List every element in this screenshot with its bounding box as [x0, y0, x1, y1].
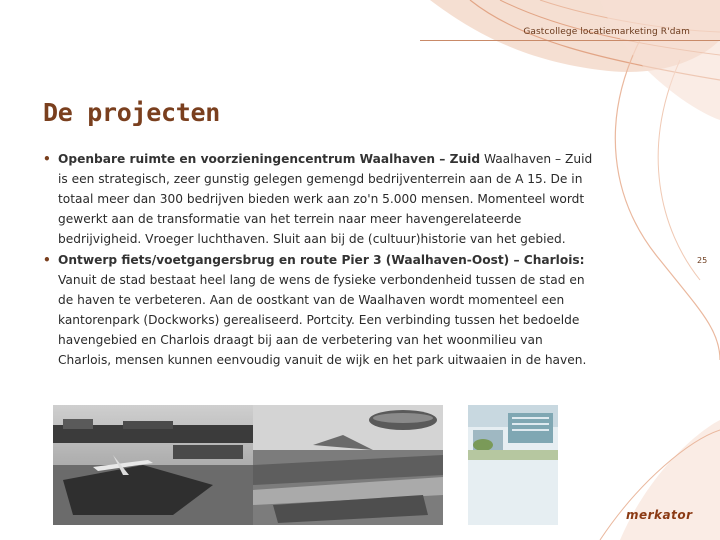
zeppelin-harbor-photo: [253, 405, 443, 525]
header-divider: [420, 40, 720, 41]
office-park-rendering: [468, 405, 558, 525]
bullet-list: [43, 149, 593, 371]
page-number: 25: [697, 256, 708, 265]
bullet-body: Vanuit de stad bestaat heel lang de wens de fysieke verbondenheid tussen de stad en de haven te verbeteren. Aan de oostkant van de Waalhaven wordt momenteel een kantorenpark (Dockworks) gerealiseerd. Portcity. Een verbinding tussen het bedoelde havengebied en Charlois draagt bij aan de verbetering van het woonmilieu van Charlois, mensen kunnen eenvoudig vanuit de wijk en het park uitwaaien in de haven.: [58, 273, 587, 367]
bullet-heading: Ontwerp fiets/voetgangersbrug en route Pier 3 (Waalhaven-Oost) – Charlois:: [58, 253, 585, 267]
bullet-item-waalhaven: [43, 149, 593, 249]
bullet-heading: Openbare ruimte en voorzieningencentrum Waalhaven – Zuid: [58, 152, 481, 166]
course-title: Gastcollege locatiemarketing R'dam: [523, 27, 690, 37]
bullet-marker: •: [43, 152, 51, 166]
bullet-body: Waalhaven – Zuid is een strategisch, zeer gunstig gelegen gemengd bedrijventerrein aan de A 15. De in totaal meer dan 300 bedrijven bieden werk aan zo'n 5.000 mensen. Momenteel wordt gewerkt aan de transformatie van het terrein naar meer havengerelateerde bedrijvigheid. Vroeger luchthaven. Sluit aan bij de (cultuur)historie van het gebied.: [58, 152, 593, 246]
merkator-logo: merkator: [626, 508, 693, 522]
bullet-marker: •: [43, 253, 51, 267]
bullet-item-pier3: [43, 250, 593, 370]
slide-title: De projecten: [43, 98, 221, 127]
airport-photo: [53, 405, 253, 525]
photo-strip: [53, 405, 558, 525]
